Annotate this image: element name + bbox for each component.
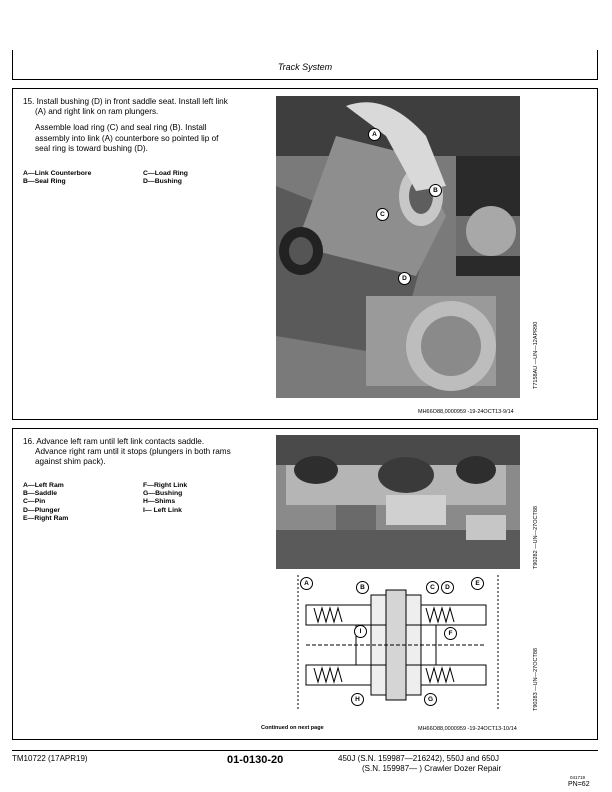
step-15-ref: MH66O88,0000959 -19-24OCT13-9/14 [418, 409, 514, 415]
footer-models-line1: 450J (S.N. 159987—216242), 550J and 650J [338, 754, 500, 763]
legend-left-col [23, 482, 143, 523]
ram-assembly-photo [276, 435, 520, 569]
legend-item: I— Left Link [143, 506, 182, 514]
diagram-callout-i: I [354, 625, 367, 638]
section-title: Track System [277, 62, 333, 72]
step-16-line1: 16. Advance left ram until left link contacts saddle. [23, 437, 205, 446]
callout-b: B [429, 184, 442, 197]
diagram-callout-b: B [356, 581, 369, 594]
step-15-photo [276, 96, 520, 398]
footer-doc-number: TM10722 (17APR19) [12, 754, 88, 763]
callout-c: C [376, 208, 389, 221]
step-15-line1: 15. Install bushing (D) in front saddle seat. Install left link [23, 97, 228, 106]
legend-item: F—Right Link [143, 482, 188, 489]
legend-item: G—Bushing [143, 490, 183, 498]
legend-item: D—Plunger [23, 506, 61, 514]
step-16-line3: against shim pack). [35, 457, 106, 467]
footer-models-line2: (S.N. 159987— ) Crawler Dozer Repair [362, 764, 502, 773]
legend-item: A—Left Ram [23, 482, 64, 489]
diagram-callout-f: F [444, 627, 457, 640]
machinery-photo-illustration [276, 96, 520, 398]
legend-item: D—Bushing [143, 178, 182, 186]
legend-item: H—Shims [143, 498, 176, 506]
diagram-callout-a: A [300, 577, 313, 590]
legend-item: C—Pin [23, 498, 46, 506]
legend-item: C—Load Ring [143, 170, 188, 177]
step-15-para2-line3: seal ring is toward bushing (D). [35, 143, 148, 153]
callout-a: A [368, 128, 381, 141]
header-rule [12, 79, 598, 80]
diagram-callout-d: D [441, 581, 454, 594]
step-16-text [23, 437, 268, 468]
footer-page-number: 01-0130-20 [227, 754, 284, 766]
diagram-callout-c: C [426, 581, 439, 594]
diagram-callout-g: G [424, 693, 437, 706]
continued-note: Continued on next page [261, 725, 324, 731]
legend-right-col [143, 170, 263, 186]
step-15-para2-line2: assembly into link (A) counterbore so pointed lip of [35, 133, 219, 143]
legend-item: A—Link Counterbore [23, 170, 92, 177]
diagram-callout-e: E [471, 577, 484, 590]
step-16-photo [276, 435, 520, 569]
footer-rule [12, 750, 598, 751]
footer-pn: PN=62 [568, 781, 590, 788]
step-16-block [12, 428, 598, 740]
callout-d: D [398, 272, 411, 285]
step-16-line2: Advance right ram until it stops (plungers in both rams [35, 447, 231, 457]
legend-item: B—Saddle [23, 490, 57, 498]
step-16-cross-section-diagram [276, 575, 520, 715]
footer-small-code: 041719 [570, 775, 586, 780]
step-15-para2-line1: Assemble load ring (C) and seal ring (B). Install [35, 123, 207, 133]
diagram-callout-h: H [351, 693, 364, 706]
ram-cross-section [276, 575, 520, 715]
legend-right-col [143, 482, 263, 515]
step-15-block [12, 88, 598, 420]
legend-left-col [23, 170, 143, 186]
legend-item: B—Seal Ring [23, 178, 66, 186]
step-15-text [23, 97, 263, 154]
step-15-line2: (A) and right link on ram plungers. [35, 107, 159, 117]
legend-item: E—Right Ram [23, 514, 69, 522]
photo-id-t90282: T90282 —UN—27OCT88 [533, 506, 539, 569]
photo-id-t90283: T90283 —UN—27OCT88 [533, 648, 539, 711]
step-16-ref: MH66O88,0000959 -19-24OCT13-10/14 [418, 726, 517, 732]
photo-id-t7158au: T7158AU —UN—12APR90 [533, 321, 539, 389]
